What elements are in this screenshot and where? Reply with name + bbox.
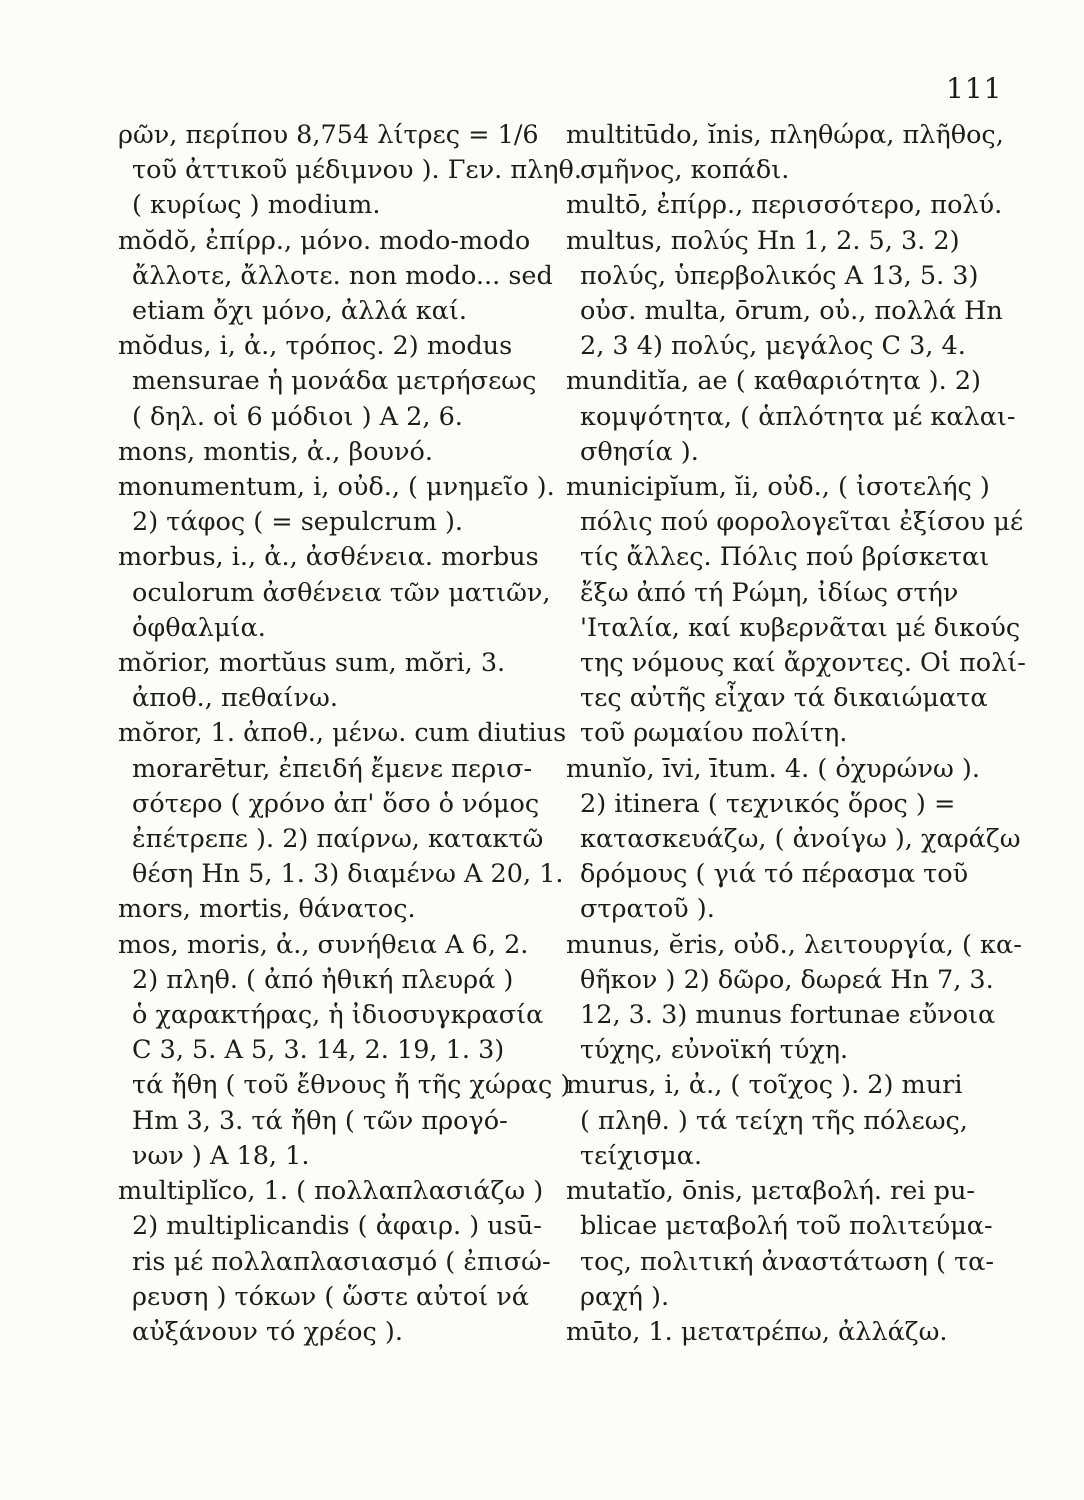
dictionary-entry — [118, 118, 582, 224]
entry-headline: monumentum, i, οὐδ., ( μνημεῖο ). — [118, 472, 555, 503]
entry-line: της νόμους καί ἄρχοντες. Οἱ πολί- — [580, 648, 1026, 679]
entry-line: Hm 3, 3. τά ἤθη ( τῶν προγό- — [132, 1105, 508, 1136]
entry-line: κατασκευάζω, ( ἀνοίγω ), χαράζω — [580, 824, 1021, 855]
entry-line: σμῆνος, κοπάδι. — [580, 155, 790, 186]
entry-line: σθησία ). — [580, 436, 699, 467]
entry-headline: mŏdŏ, ἐπίρρ., μόνο. modo-modo — [118, 225, 531, 256]
entry-headline: municipĭum, ĭi, οὐδ., ( ἰσοτελής ) — [566, 472, 990, 503]
entry-headline: mŏror, 1. ἀποθ., μένω. cum diutius — [118, 718, 567, 749]
entry-line: ἐπέτρεπε ). 2) παίρνω, κατακτῶ — [132, 824, 544, 855]
entry-line: oculorum ἀσθένεια τῶν ματιῶν, — [132, 577, 551, 608]
entry-headline: mūto, 1. μετατρέπω, ἀλλάζω. — [566, 1316, 948, 1347]
entry-line: τοῦ ἀττικοῦ μέδιμνου ). Γεν. πληθ. — [132, 155, 582, 186]
entry-headline: multiplĭco, 1. ( πολλαπλασιάζω ) — [118, 1176, 544, 1207]
dictionary-entry — [118, 470, 555, 540]
entry-line: κομψότητα, ( ἁπλότητα μέ καλαι- — [580, 401, 1016, 432]
entry-line: ( κυρίως ) modium. — [132, 190, 381, 221]
dictionary-entry — [118, 928, 571, 1174]
entry-line: τά ἤθη ( τοῦ ἔθνους ἤ τῆς χώρας ) — [132, 1070, 571, 1101]
entry-line: τείχισμα. — [580, 1140, 703, 1171]
entry-line: 2) multiplicandis ( ἀφαιρ. ) usū- — [132, 1211, 542, 1242]
entry-line: ( δηλ. οἱ 6 μόδιοι ) A 2, 6. — [132, 401, 463, 432]
entry-line: τες αὐτῆς εἶχαν τά δικαιώματα — [580, 683, 988, 714]
entry-line: στρατοῦ ). — [580, 894, 715, 925]
entry-line: etiam ὄχι μόνο, ἀλλά καί. — [132, 296, 468, 327]
entry-line: ἄλλοτε, ἄλλοτε. non modo... sed — [132, 260, 553, 291]
entry-headline: mons, montis, ἀ., βουνό. — [118, 436, 434, 467]
entry-line: 2, 3 4) πολύς, μεγάλος C 3, 4. — [580, 331, 966, 362]
entry-headline: munĭo, īvi, ītum. 4. ( ὀχυρώνω ). — [566, 753, 980, 784]
entry-line: πολύς, ὑπερβολικός A 13, 5. 3) — [580, 260, 979, 291]
entry-line: δρόμους ( γιά τό πέρασμα τοῦ — [580, 859, 969, 890]
dictionary-entry — [566, 364, 1016, 470]
dictionary-entry — [118, 224, 553, 330]
dictionary-entry — [118, 540, 551, 646]
entry-line: νων ) A 18, 1. — [132, 1140, 310, 1171]
entry-line: 'Ιταλία, καί κυβερνᾶται μέ δικούς — [580, 612, 1021, 643]
entry-line: ris μέ πολλαπλασιασμό ( ἐπισώ- — [132, 1246, 551, 1277]
dictionary-entry — [118, 435, 538, 470]
entry-headline: mos, moris, ἀ., συνήθεια A 6, 2. — [118, 929, 529, 960]
entry-line: ραχή ). — [580, 1281, 670, 1312]
entry-line: σότερο ( χρόνο ἀπ' ὅσο ὁ νόμος — [132, 788, 540, 819]
entry-line: 12, 3. 3) munus fortunae εὔνοια — [580, 1000, 996, 1031]
dictionary-entry — [566, 1315, 1016, 1350]
entry-line: ὀφθαλμία. — [132, 612, 266, 643]
entry-headline: morbus, i., ἀ., ἀσθένεια. morbus — [118, 542, 539, 573]
dictionary-entry — [118, 892, 538, 927]
entry-headline: ρῶν, περίπου 8,754 λίτρες = 1/6 — [118, 120, 539, 150]
dictionary-entry — [566, 188, 1016, 223]
entry-line: ὁ χαρακτήρας, ἡ ἰδιοσυγκρασία — [132, 1000, 544, 1031]
entry-line: θέση Hn 5, 1. 3) διαμένω A 20, 1. — [132, 859, 564, 890]
dictionary-entry — [566, 118, 1016, 188]
entry-line: 2) τάφος ( = sepulcrum ). — [132, 507, 464, 538]
entry-line: blicae μεταβολή τοῦ πολιτεύμα- — [580, 1211, 993, 1242]
entry-headline: munus, ĕris, οὐδ., λειτουργία, ( κα- — [566, 929, 1022, 960]
entry-headline: multō, ἐπίρρ., περισσότερο, πολύ. — [566, 190, 1003, 221]
right-column — [566, 118, 1026, 1350]
entry-line: τίς ἄλλες. Πόλις πού βρίσκεται — [580, 542, 990, 573]
left-column — [118, 118, 582, 1350]
dictionary-entry — [566, 1174, 1016, 1315]
entry-line: C 3, 5. A 5, 3. 14, 2. 19, 1. 3) — [132, 1035, 505, 1066]
dictionary-entry — [118, 716, 567, 892]
entry-line: ρευση ) τόκων ( ὥστε αὐτοί νά — [132, 1281, 530, 1312]
dictionary-entry — [118, 1174, 551, 1350]
dictionary-entry — [118, 329, 538, 435]
dictionary-entry — [566, 224, 1016, 365]
entry-headline: mors, mortis, θάνατος. — [118, 894, 416, 925]
page-number: 111 — [946, 72, 1003, 105]
entry-headline: multitūdo, ĭnis, πληθώρα, πλῆθος, — [566, 120, 1004, 150]
entry-line: αὐξάνουν τό χρέος ). — [132, 1316, 403, 1347]
entry-line: mensurae ἡ μονάδα μετρήσεως — [132, 366, 537, 397]
entry-headline: murus, i, ἀ., ( τοῖχος ). 2) muri — [566, 1070, 963, 1101]
entry-headline: munditĭa, ae ( καθαριότητα ). 2) — [566, 366, 981, 397]
dictionary-entry — [566, 752, 1021, 928]
entry-headline: mŏrior, mortŭus sum, mŏri, 3. — [118, 648, 506, 679]
entry-line: θῆκον ) 2) δῶρο, δωρεά Hn 7, 3. — [580, 964, 994, 995]
dictionary-entry — [566, 1068, 1016, 1174]
entry-line: τοῦ ρωμαίου πολίτη. — [580, 718, 848, 749]
entry-line: ἔξω ἀπό τή Ρώμη, ἰδίως στήν — [580, 577, 959, 608]
dictionary-entry — [118, 646, 538, 716]
entry-headline: multus, πολύς Hn 1, 2. 5, 3. 2) — [566, 225, 960, 256]
dictionary-entry — [566, 928, 1022, 1069]
entry-line: 2) πληθ. ( ἀπό ἠθική πλευρά ) — [132, 964, 514, 995]
entry-line: ἀποθ., πεθαίνω. — [132, 683, 338, 714]
entry-line: morarētur, ἐπειδή ἔμενε περισ- — [132, 753, 533, 784]
entry-headline: mutatĭo, ōnis, μεταβολή. rei pu- — [566, 1176, 976, 1207]
entry-headline: mŏdus, i, ἀ., τρόπος. 2) modus — [118, 331, 513, 362]
entry-line: οὐσ. multa, ōrum, οὐ., πολλά Hn — [580, 296, 1003, 327]
dictionary-entry — [566, 470, 1026, 752]
entry-line: 2) itinera ( τεχνικός ὅρος ) = — [580, 788, 956, 819]
entry-line: ( πληθ. ) τά τείχη τῆς πόλεως, — [580, 1105, 968, 1136]
entry-line: τος, πολιτική ἀναστάτωση ( τα- — [580, 1246, 995, 1277]
entry-line: τύχης, εὐνοϊκή τύχη. — [580, 1035, 849, 1066]
entry-line: πόλις πού φορολογεῖται ἐξίσου μέ — [580, 507, 1024, 538]
